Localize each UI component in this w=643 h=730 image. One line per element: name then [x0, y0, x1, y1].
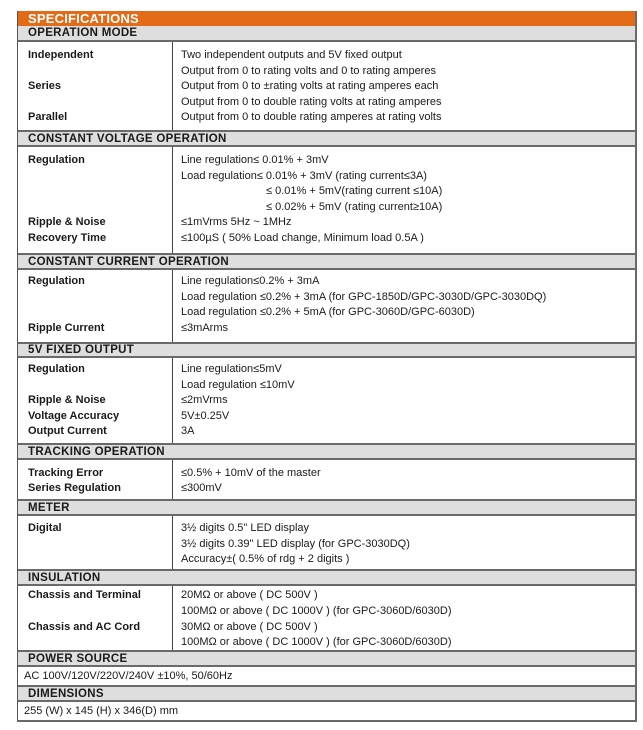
- section-power-source: [18, 667, 635, 685]
- section-heading-meter: METER: [18, 499, 635, 516]
- spec-label: Ripple Current: [28, 322, 105, 334]
- section-insulation: [18, 586, 635, 650]
- column-divider: [172, 147, 173, 253]
- spec-value: 100MΩ or above ( DC 1000V ) (for GPC-3060D/6030D): [181, 605, 452, 617]
- spec-label: Chassis and Terminal: [28, 589, 141, 601]
- spec-label: Regulation: [28, 363, 85, 375]
- section-5v-fixed-output: [18, 358, 635, 443]
- spec-value: 5V±0.25V: [181, 410, 230, 422]
- section-heading-dimensions: DIMENSIONS: [18, 685, 635, 702]
- spec-label: Regulation: [28, 275, 85, 287]
- spec-value: ≤0.5% + 10mV of the master: [181, 467, 321, 479]
- spec-label: Digital: [28, 522, 62, 534]
- spec-label: Parallel: [28, 111, 68, 123]
- spec-label: Ripple & Noise: [28, 394, 106, 406]
- column-divider: [172, 516, 173, 569]
- section-heading-operation-mode: OPERATION MODE: [18, 26, 635, 42]
- spec-value: Output from 0 to double rating volts at rating amperes: [181, 96, 442, 108]
- column-divider: [172, 358, 173, 443]
- section-heading-power-source: POWER SOURCE: [18, 650, 635, 667]
- spec-label: Regulation: [28, 154, 85, 166]
- spec-value: Output from 0 to ±rating volts at rating amperes each: [181, 80, 439, 92]
- dimensions-value: 255 (W) x 145 (H) x 346(D) mm: [24, 705, 179, 717]
- spec-value: Output from 0 to double rating amperes at rating volts: [181, 111, 442, 123]
- section-heading-tracking-operation: TRACKING OPERATION: [18, 443, 635, 460]
- section-tracking-operation: [18, 460, 635, 499]
- spec-value: ≤100µS ( 50% Load change, Minimum load 0.5A ): [181, 232, 424, 244]
- spec-value: Two independent outputs and 5V fixed output: [181, 49, 402, 61]
- column-divider: [172, 42, 173, 130]
- section-meter: [18, 516, 635, 569]
- spec-value: Line regulation≤5mV: [181, 363, 282, 375]
- section-constant-current: [18, 270, 635, 342]
- spec-value: Load regulation ≤0.2% + 5mA (for GPC-3060D/GPC-6030D): [181, 306, 475, 318]
- column-divider: [172, 270, 173, 342]
- column-divider: [172, 460, 173, 499]
- spec-label: Independent: [28, 49, 94, 61]
- spec-value: ≤ 0.01% + 5mV(rating current ≤10A): [266, 185, 443, 197]
- spec-value: 3½ digits 0.5" LED display: [181, 522, 310, 534]
- power-source-value: AC 100V/120V/220V/240V ±10%, 50/60Hz: [24, 670, 233, 682]
- spec-value: Line regulation≤ 0.01% + 3mV: [181, 154, 329, 166]
- section-heading-insulation: INSULATION: [18, 569, 635, 586]
- specifications-title: SPECIFICATIONS: [18, 11, 635, 26]
- spec-value: 3A: [181, 425, 195, 437]
- spec-value: Line regulation≤0.2% + 3mA: [181, 275, 320, 287]
- spec-value: ≤3mArms: [181, 322, 228, 334]
- spec-label: Voltage Accuracy: [28, 410, 120, 422]
- section-constant-voltage: [18, 147, 635, 253]
- spec-value: 30MΩ or above ( DC 500V ): [181, 621, 318, 633]
- spec-value: Accuracy±( 0.5% of rdg + 2 digits ): [181, 553, 350, 565]
- spec-value: Output from 0 to rating volts and 0 to rating amperes: [181, 65, 436, 77]
- section-heading-constant-voltage: CONSTANT VOLTAGE OPERATION: [18, 130, 635, 147]
- spec-value: ≤2mVrms: [181, 394, 228, 406]
- spec-value: Load regulation≤ 0.01% + 3mV (rating current≤3A): [181, 170, 427, 182]
- section-dimensions: [18, 702, 635, 720]
- spec-value: ≤1mVrms 5Hz ~ 1MHz: [181, 216, 292, 228]
- specifications-table: [17, 11, 637, 722]
- spec-value: ≤ 0.02% + 5mV (rating current≥10A): [266, 201, 443, 213]
- spec-label: Output Current: [28, 425, 107, 437]
- section-operation-mode: [18, 42, 635, 130]
- spec-value: 20MΩ or above ( DC 500V ): [181, 589, 318, 601]
- spec-value: 100MΩ or above ( DC 1000V ) (for GPC-3060D/6030D): [181, 636, 452, 648]
- spec-label: Chassis and AC Cord: [28, 621, 141, 633]
- section-heading-constant-current: CONSTANT CURRENT OPERATION: [18, 253, 635, 270]
- spec-label: Tracking Error: [28, 467, 104, 479]
- spec-value: Load regulation ≤10mV: [181, 379, 295, 391]
- spec-label: Recovery Time: [28, 232, 107, 244]
- column-divider: [172, 586, 173, 650]
- spec-value: Load regulation ≤0.2% + 3mA (for GPC-1850D/GPC-3030D/GPC-3030DQ): [181, 291, 547, 303]
- section-heading-5v-fixed-output: 5V FIXED OUTPUT: [18, 342, 635, 358]
- spec-label: Series: [28, 80, 62, 92]
- spec-value: 3½ digits 0.39" LED display (for GPC-3030DQ): [181, 538, 410, 550]
- spec-value: ≤300mV: [181, 482, 222, 494]
- spec-label: Ripple & Noise: [28, 216, 106, 228]
- spec-label: Series Regulation: [28, 482, 121, 494]
